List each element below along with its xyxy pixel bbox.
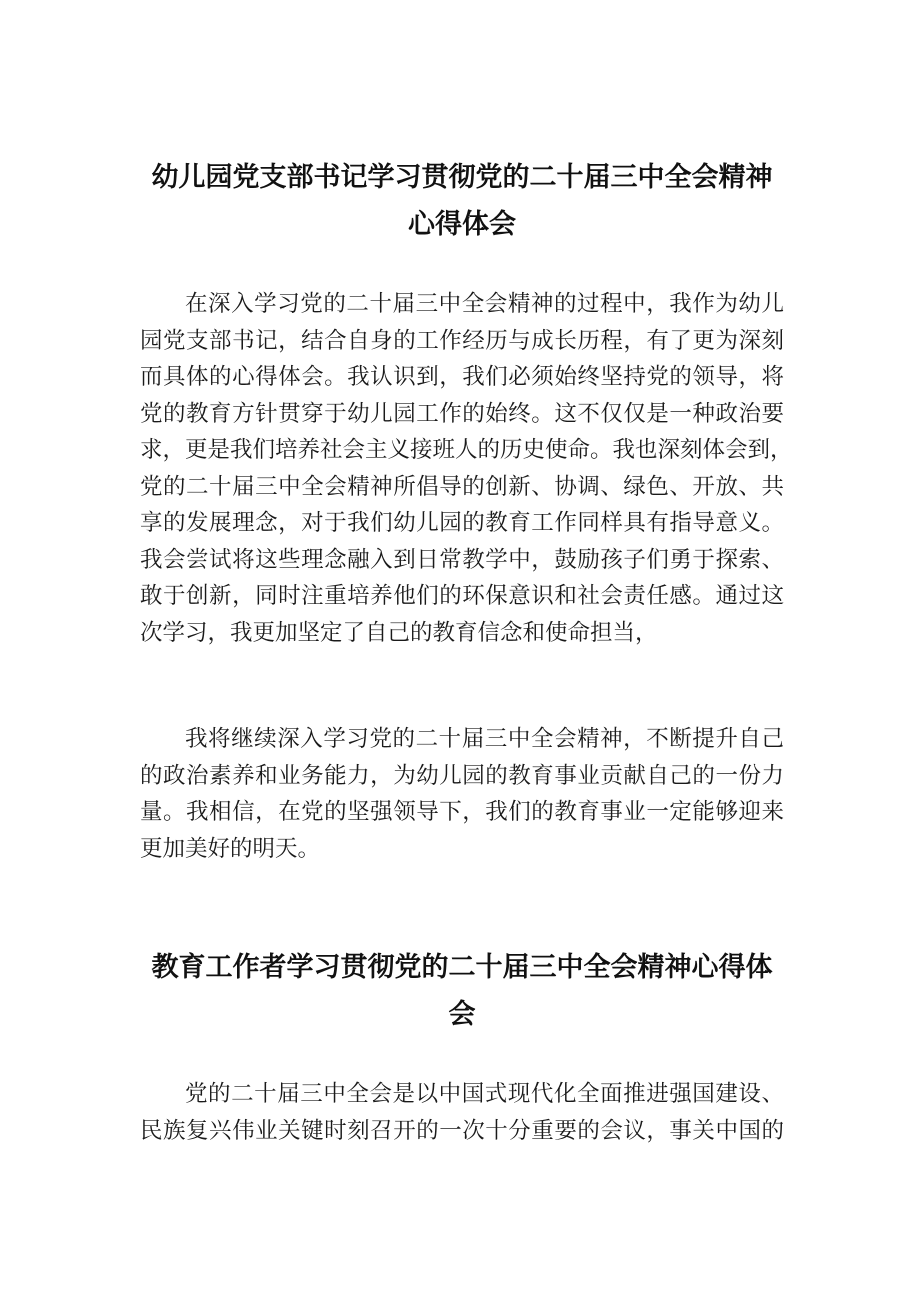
section2-paragraph-1 bbox=[140, 1076, 784, 1149]
paragraph-line: 党的教育方针贯穿于幼儿园工作的始终。这不仅仅是一种政治要 bbox=[140, 400, 784, 427]
section1-title-line: 幼儿园党支部书记学习贯彻党的二十届三中全会精神 bbox=[151, 162, 773, 193]
paragraph-line: 更加美好的明天。 bbox=[140, 835, 321, 862]
paragraph-line: 敢于创新，同时注重培养他们的环保意识和社会责任感。通过这 bbox=[140, 583, 784, 609]
paragraph-line: 求，更是我们培养社会主义接班人的历史使命。我也深刻体会到， bbox=[140, 437, 793, 463]
paragraph-line: 党的二十届三中全会是以中国式现代化全面推进强国建设、 bbox=[185, 1081, 784, 1107]
paragraph-line: 量。我相信，在党的坚强领导下，我们的教育事业一定能够迎来 bbox=[140, 799, 784, 825]
paragraph-line: 的政治素养和业务能力，为幼儿园的教育事业贡献自己的一份力 bbox=[140, 762, 784, 789]
section1-paragraph-1 bbox=[140, 286, 793, 651]
paragraph-line: 党的二十届三中全会精神所倡导的创新、协调、绿色、开放、共 bbox=[140, 473, 784, 500]
paragraph-line: 享的发展理念，对于我们幼儿园的教育工作同样具有指导意义。 bbox=[140, 510, 784, 536]
section1-title bbox=[140, 154, 784, 248]
section1-title-line: 心得体会 bbox=[408, 209, 516, 240]
paragraph-line: 我会尝试将这些理念融入到日常教学中，鼓励孩子们勇于探索、 bbox=[140, 546, 784, 573]
section2-title-line: 会 bbox=[448, 999, 476, 1030]
paragraph-line: 园党支部书记，结合自身的工作经历与成长历程，有了更为深刻 bbox=[140, 327, 784, 354]
section2-title bbox=[140, 944, 784, 1038]
section1-paragraph-2 bbox=[140, 721, 784, 867]
section2-title-line: 教育工作者学习贯彻党的二十届三中全会精神心得体 bbox=[151, 952, 773, 983]
paragraph-line: 民族复兴伟业关键时刻召开的一次十分重要的会议，事关中国的 bbox=[140, 1117, 784, 1144]
paragraph-line: 而具体的心得体会。我认识到，我们必须始终坚持党的领导，将 bbox=[140, 364, 784, 390]
paragraph-line: 次学习，我更加坚定了自己的教育信念和使命担当， bbox=[140, 619, 658, 646]
paragraph-line: 我将继续深入学习党的二十届三中全会精神，不断提升自己 bbox=[185, 726, 784, 752]
paragraph-line: 在深入学习党的二十届三中全会精神的过程中，我作为幼儿 bbox=[185, 291, 784, 317]
